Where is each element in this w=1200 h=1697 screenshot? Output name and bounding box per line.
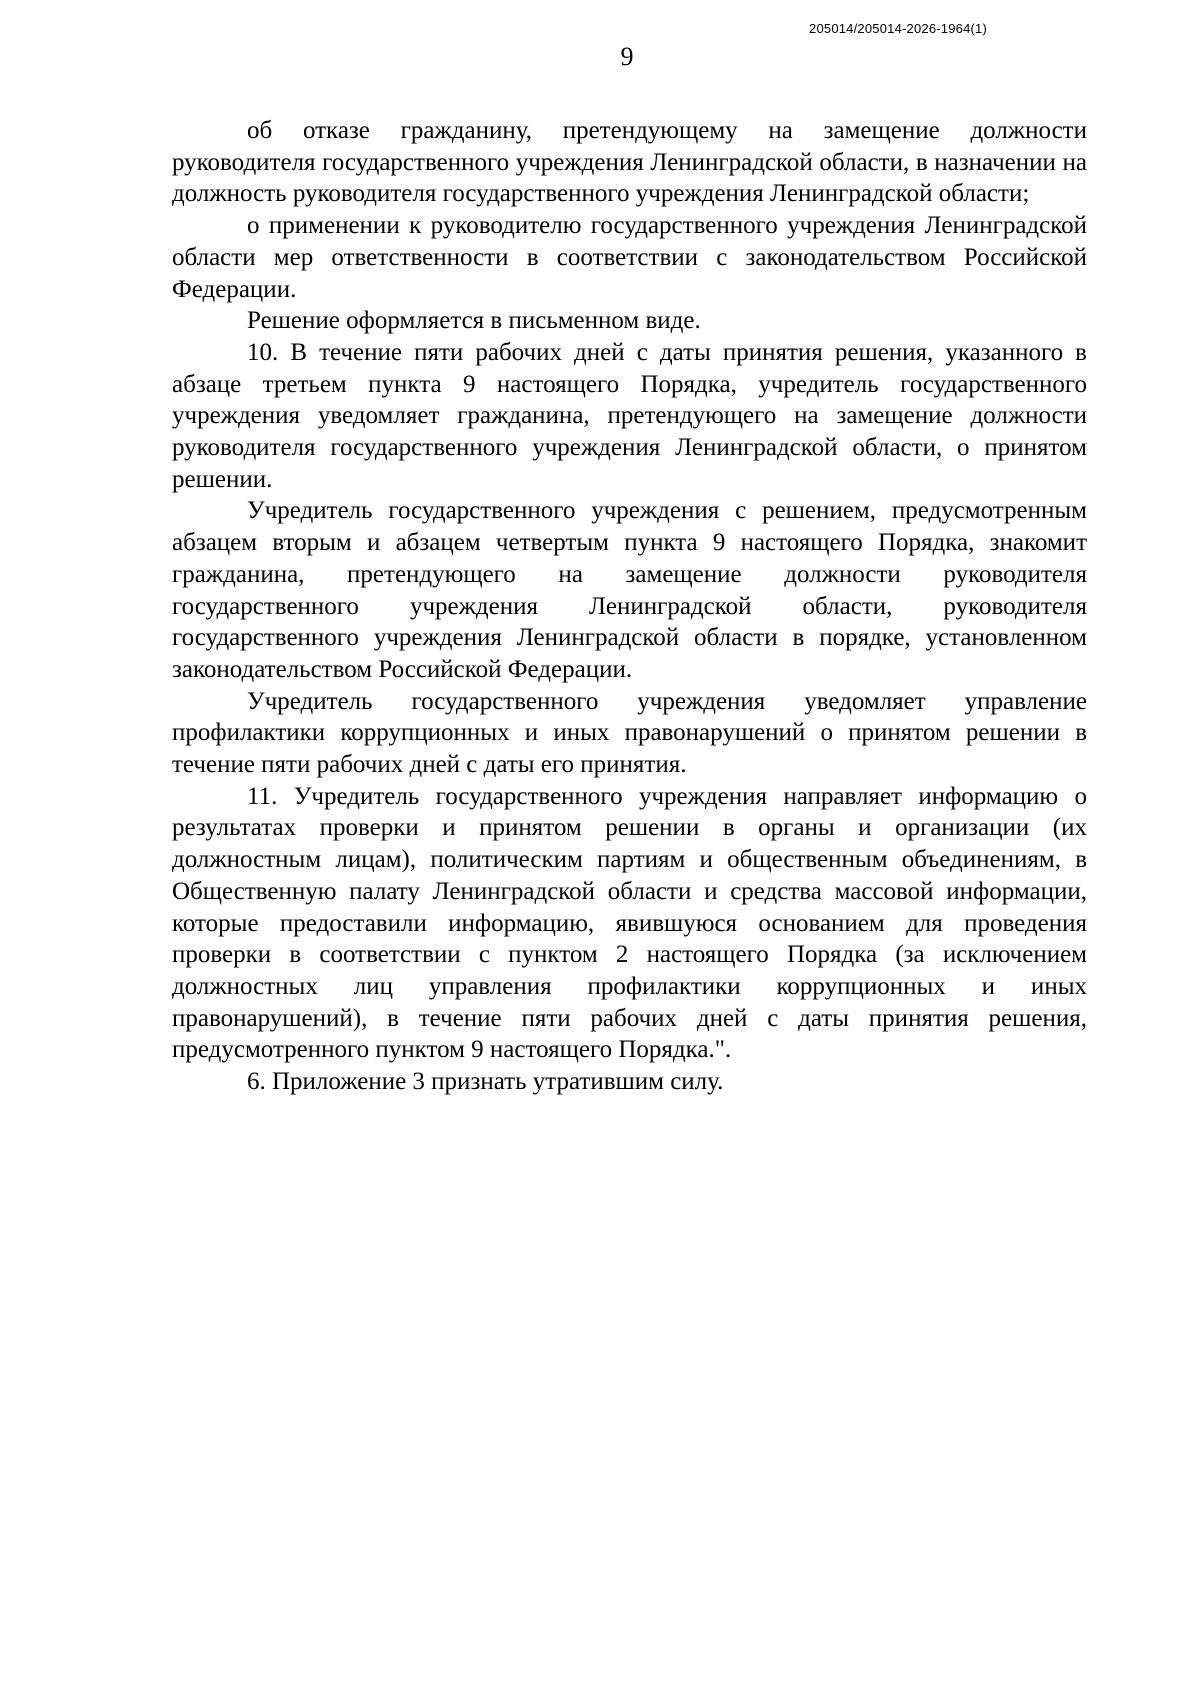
paragraph-founder-acquaints: Учредитель государственного учреждения с решением, предусмотренным абзацем вторым и абзацем четвертым пункта 9 настоящего Порядка, знакомит гражданина, претендующего на замещение должности руководителя государственного учреждения Ленинградской области, руководителя государственного учреждения Ленинградской области в порядке, установленном законодательством Российской Федерации. <box>172 497 1087 683</box>
paragraph-founder-notifies: Учредитель государственного учреждения уведомляет управление профилактики коррупционных и иных правонарушений о принятом решении в течение пяти рабочих дней с даты его принятия. <box>172 687 1087 779</box>
paragraph-item-10: 10. В течение пяти рабочих дней с даты принятия решения, указанного в абзаце третьем пункта 9 настоящего Порядка, учредитель государственного учреждения уведомляет гражданина, претендующего на замещение должности руководителя государственного учреждения Ленинградской области, о принятом решении. <box>172 338 1087 493</box>
document-id: 205014/205014-2026-1964(1) <box>809 21 987 36</box>
paragraph-item-11: 11. Учредитель государственного учреждения направляет информацию о результатах проверки и принятом решении в органы и организации (их должностным лицам), политическим партиям и общественным объединениям, в Общественную палату Ленинградской области и средства массовой информации, которые предоставили информацию, явившуюся основанием для проведения проверки в соответствии с пунктом 2 настоящего Порядка (за исключением должностных лиц управления профилактики коррупционных и иных правонарушений), в течение пяти рабочих дней с даты принятия решения, предусмотренного пунктом 9 настоящего Порядка.". <box>172 782 1087 1064</box>
paragraph-liability: о применении к руководителю государственного учреждения Ленинградской области мер ответственности в соответствии с законодательством Российской Федерации. <box>172 212 1087 303</box>
paragraph-decision-written: Решение оформляется в письменном виде. <box>247 307 701 335</box>
paragraph-refusal: об отказе гражданину, претендующему на замещение должности руководителя государственного учреждения Ленинградской области, в назначении на должность руководителя государственного учреждения Ленинградской области; <box>172 117 1087 208</box>
paragraph-item-6: 6. Приложение 3 признать утратившим силу. <box>247 1068 724 1096</box>
page-number: 9 <box>620 42 634 71</box>
document-body <box>172 115 1087 1098</box>
